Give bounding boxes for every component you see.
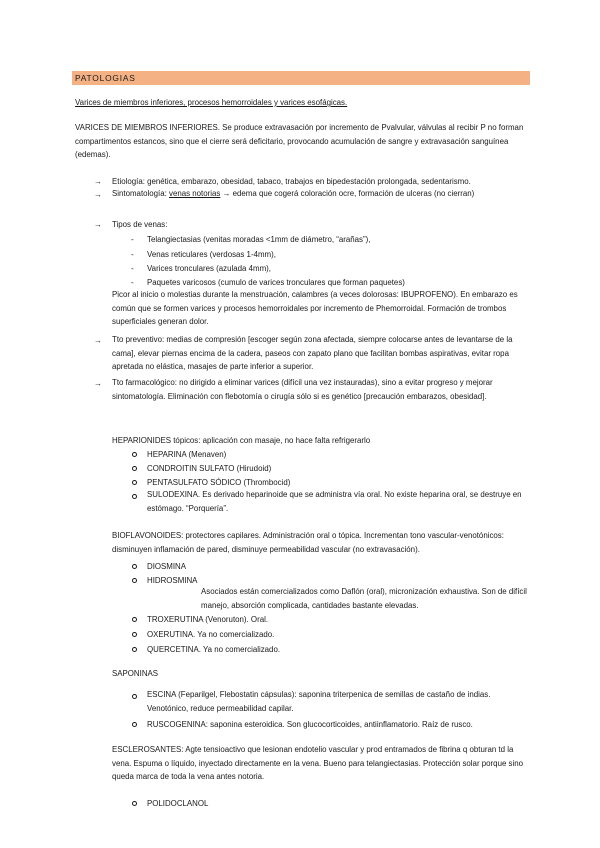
sintomatologia-text: Sintomatología: venas notorias → edema que cogerá coloración ocre, formación de ulceras (no cierran): [112, 189, 475, 198]
circle-bullet-icon: [132, 617, 137, 622]
escina-text: ESCINA (Feparilgel, Flebostatin cápsulas): saponina triterpenica de semillas de castaño de indias. Venotónico, reduce permeabilidad capilar.: [147, 690, 491, 713]
list-item: HIDROSMINA: [147, 576, 198, 585]
bioflavonoides-header: BIOFLAVONOIDES: protectores capilares. Administración oral o tópica. Incrementan tono vascular-venotónicos: disminuyen inflamación de pared, disminuye permeabilidad vascular (no extravasación).: [112, 531, 504, 554]
tto-preventivo-text: Tto preventivo: medias de compresión [escoger según zona afectada, siempre colocarse antes de levantarse de la cama], elevar piernas encima de la cadera, paseos con zapato plano que facilitan bombas aspirativas, evitar ropa apretada no elástica, masajes de parte inferior a superior.: [112, 335, 513, 371]
picor-paragraph: Picor al inicio o molestias durante la menstruación, calambres (a veces dolorosas: IBUPROFENO). En embarazo es común que se formen varices y procesos hemorroidales por incremento de Phemorroidal. Formación de trombos superficiales generan dolor.: [112, 290, 518, 326]
list-item: CONDROITIN SULFATO (Hirudoid): [147, 464, 272, 473]
intro-paragraph: VARICES DE MIEMBROS INFERIORES. Se produce extravasación por incremento de Pvalvular, válvulas al recibir P no forman compartimentos estancos, sino que el cierre será deficitario, provocando acumulación de sangre y extravasación sanguínea (edemas).: [75, 123, 524, 159]
dash-bullet: -: [131, 235, 134, 244]
list-item: Telangiectasias (venitas moradas <1mm de diámetro, “arañas”),: [147, 235, 371, 244]
etiologia-text: Etiología: genética, embarazo, obesidad, tabaco, trabajos en bipedestación prolongada, sedentarismo.: [112, 177, 471, 186]
list-item: OXERUTINA. Ya no comercializado.: [147, 630, 275, 639]
document-subtitle: Varices de miembros inferiores, procesos hemorroidales y varices esofágicas.: [75, 98, 348, 107]
arrow-bullet: →: [94, 336, 102, 345]
list-item: POLIDOCLANOL: [147, 799, 209, 808]
circle-bullet-icon: [132, 466, 137, 471]
saponinas-header: SAPONINAS: [112, 669, 159, 678]
arrow-bullet: →: [94, 379, 102, 388]
arrow-bullet: →: [94, 190, 102, 199]
circle-bullet-icon: [132, 647, 137, 652]
list-item: DIOSMINA: [147, 562, 187, 571]
tto-farmacologico-text: Tto farmacológico: no dirigido a eliminar varices (difícil una vez instauradas), sino a evitar progreso y mejorar sintomatología. Eliminación con flebotomía o cirugía sólo si es genético [precaución embarazos, obesidad].: [112, 378, 493, 401]
circle-bullet-icon: [132, 494, 137, 499]
circle-bullet-icon: [132, 480, 137, 485]
arrow-bullet: →: [94, 220, 102, 229]
dash-bullet: -: [131, 264, 134, 273]
list-item: TROXERUTINA (Venoruton). Oral.: [147, 615, 269, 624]
list-item: Varices tronculares (azulada 4mm),: [147, 264, 271, 273]
sulodexina-text: SULODEXINA. Es derivado heparinoide que se administra vía oral. No existe heparina oral, se destruye en estómago. “Porquería”.: [147, 490, 522, 513]
heparionides-header: HEPARIONIDES tópicos: aplicación con masaje, no hace falta refrigerarlo: [112, 436, 371, 445]
dash-bullet: -: [131, 250, 134, 259]
section-banner: PATOLOGIAS: [72, 71, 530, 85]
circle-bullet-icon: [132, 722, 137, 727]
circle-bullet-icon: [132, 452, 137, 457]
esclerosantes-paragraph: ESCLEROSANTES: Agte tensioactivo que lesionan endotelio vascular y prod entramados de fibrina q obturan td la vena. Espuma o líquido, inyectado directamente en la vena. Bueno para telangiectasias. Protección solar porque sino queda marca de toda la vena antes notoria.: [112, 745, 524, 781]
list-item: PENTASULFATO SÓDICO (Thrombocid): [147, 478, 291, 487]
circle-bullet-icon: [132, 694, 137, 699]
list-item: Venas reticulares (verdosas 1-4mm),: [147, 250, 276, 259]
arrow-bullet: →: [94, 177, 102, 186]
ruscogenina-text: RUSCOGENINA: saponina esteroidica. Son glucocorticoides, antiinflamatorio. Raíz de rusco.: [147, 720, 473, 729]
circle-bullet-icon: [132, 801, 137, 806]
list-item: HEPARINA (Menaven): [147, 450, 227, 459]
list-item: QUERCETINA. Ya no comercializado.: [147, 645, 281, 654]
circle-bullet-icon: [132, 564, 137, 569]
tipos-label: Tipos de venas:: [112, 220, 168, 229]
list-item: Paquetes varicosos (cumulo de varices tronculares que forman paquetes): [147, 278, 405, 287]
asociados-text: Asociados están comercializados como Daflón (oral), micronización exhaustiva. Son de difícil manejo, absorción complicada, cantidades bastante elevadas.: [201, 587, 527, 610]
dash-bullet: -: [131, 278, 134, 287]
circle-bullet-icon: [132, 578, 137, 583]
circle-bullet-icon: [132, 632, 137, 637]
